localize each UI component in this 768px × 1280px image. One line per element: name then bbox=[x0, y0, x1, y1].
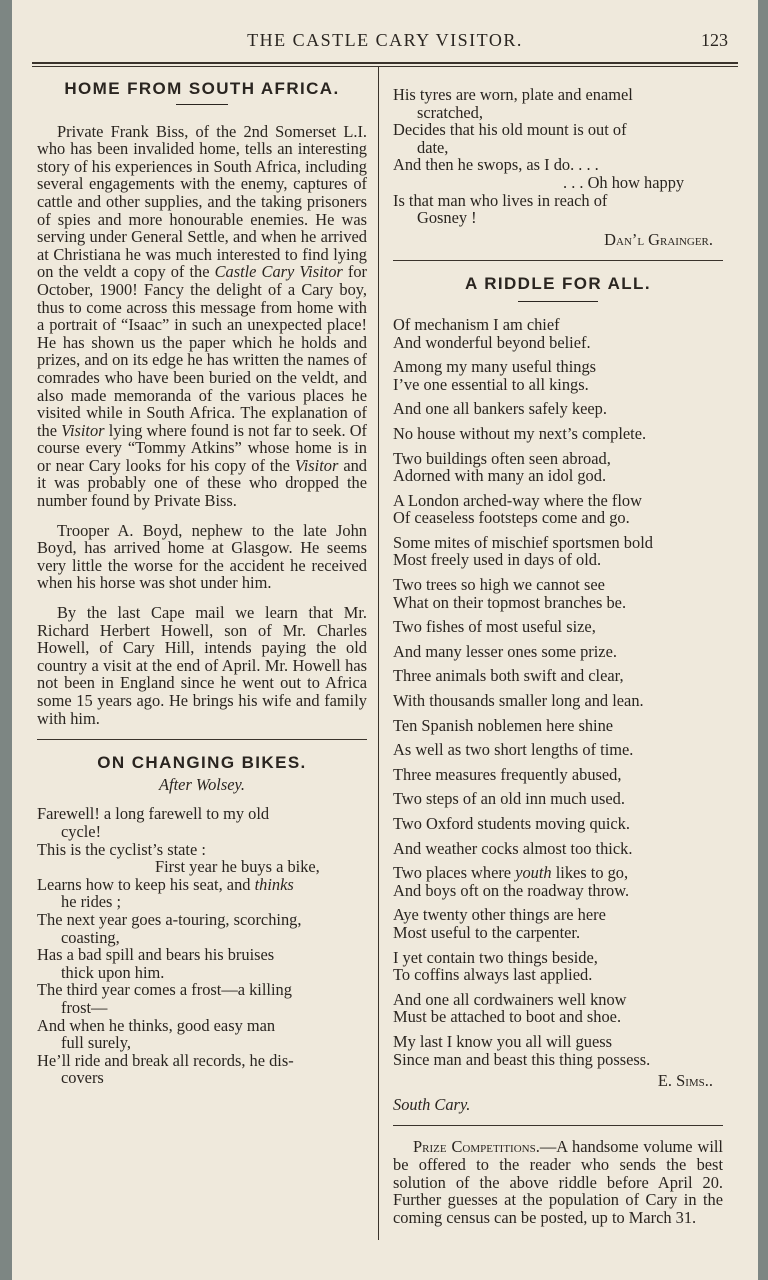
riddle-line: And one all cordwainers well know bbox=[393, 989, 627, 1009]
riddle-line: And wonderful beyond belief. bbox=[393, 332, 591, 352]
article-heading-bikes: ON CHANGING BIKES. bbox=[97, 753, 307, 773]
poem-line: His tyres are worn, plate and enamel bbox=[393, 85, 633, 104]
text-run-italic: youth bbox=[515, 863, 552, 883]
text-run-italic: Visitor bbox=[294, 455, 339, 475]
poem-signature: Dan’l Grainger. bbox=[604, 229, 713, 249]
riddle-line: To coffins always last applied. bbox=[393, 965, 593, 985]
riddle-line: I yet contain two things beside, bbox=[393, 947, 598, 967]
riddle-line: Of mechanism I am chief bbox=[393, 314, 560, 334]
riddle-line: Adorned with many an idol god. bbox=[393, 466, 607, 486]
poem-line: Has a bad spill and bears his bruises bbox=[37, 945, 275, 965]
poem-line: The third year comes a frost—a killing bbox=[37, 980, 292, 1000]
text-run: Private Frank Biss, of the 2nd Somerset L.I. who has been invalided home, tells an interesting story of his experiences in South Africa, including several engagements with the enemy, captures of cattle and other supplies, and the taking prisoners of spies and more honourable enemies. He was serving under General Settle, and when he arrived at Christiana he was much interested to find lying on the veldt a copy of the bbox=[37, 121, 367, 282]
article-paragraph: By the last Cape mail we learn that Mr. Richard Herbert Howell, son of Mr. Charles Howell, of Cary Hill, intends paying the old country a visit at the end of April. Mr. Howell has not been in England since he went out to Africa some 15 years ago. He brings his wife and family with him. bbox=[37, 603, 367, 728]
poem-line bbox=[37, 876, 367, 894]
text-run: Learns how to keep his seat, and bbox=[37, 874, 255, 894]
text-run-italic: Visitor bbox=[61, 420, 105, 440]
poem-line: covers bbox=[61, 1068, 104, 1088]
riddle-line: Two trees so high we cannot see bbox=[393, 575, 605, 595]
riddle-line: Two Oxford students moving quick. bbox=[393, 814, 630, 833]
poem-subtitle: After Wolsey. bbox=[159, 774, 245, 794]
prize-text: —A handsome volume will be offered to the reader who sends the best solution of the above riddle before April 20. Further guesses at the population of Cary in the coming census can be posted, up to March 31. bbox=[393, 1137, 723, 1227]
riddle-line: A London arched-way where the flow bbox=[393, 490, 642, 510]
riddle-line: Aye twenty other things are here bbox=[393, 905, 606, 925]
poem-line: The next year goes a-touring, scorching, bbox=[37, 909, 302, 929]
riddle-line: My last I know you all will guess bbox=[393, 1031, 612, 1051]
riddle-line: With thousands smaller long and lean. bbox=[393, 691, 644, 711]
left-column bbox=[37, 72, 367, 1087]
riddle-line: And boys oft on the roadway throw. bbox=[393, 880, 630, 900]
poem-line: scratched, bbox=[417, 102, 483, 122]
article-paragraph: Trooper A. Boyd, nephew to the late John Boyd, has arrived home at Glasgow. He seems very little the worse for the accident he received when his horse was shot under him. bbox=[37, 520, 367, 593]
riddle-line: Ten Spanish noblemen here shine bbox=[393, 715, 614, 735]
poem-line: This is the cyclist’s state : bbox=[37, 839, 206, 859]
riddle-line: Three measures frequently abused, bbox=[393, 764, 622, 784]
text-run: lying where found is not far to seek. Of course every “Tommy Atkins” whose home is in or near Cary looks for his copy of the bbox=[37, 420, 368, 475]
poem-line: frost— bbox=[61, 997, 108, 1017]
riddle-line: Two steps of an old inn much used. bbox=[393, 789, 625, 809]
poem-line: Gosney ! bbox=[417, 208, 477, 228]
riddle-line: What on their topmost branches be. bbox=[393, 592, 627, 612]
text-run: and it was probably one of these who dropped the number found by Private Biss. bbox=[37, 455, 367, 511]
text-run: likes to go, bbox=[551, 863, 629, 883]
poem-line: thick upon him. bbox=[61, 962, 165, 982]
prize-label: Prize Competitions. bbox=[413, 1137, 540, 1157]
riddle-line: And one all bankers safely keep. bbox=[393, 399, 607, 419]
riddle-line: Some mites of mischief sportsmen bold bbox=[393, 532, 653, 552]
riddle-line: And weather cocks almost too thick. bbox=[393, 838, 633, 858]
poem-line: And then he swops, as I do. . . . bbox=[393, 155, 599, 175]
poem-line: date, bbox=[417, 137, 449, 157]
poem-line: he rides ; bbox=[61, 892, 122, 912]
riddle-line: Most useful to the carpenter. bbox=[393, 922, 581, 942]
prize-notice bbox=[393, 1138, 723, 1226]
riddle-line bbox=[393, 864, 723, 882]
text-run: Two places where bbox=[393, 863, 516, 883]
column-divider bbox=[378, 66, 379, 1240]
text-run: for October, 1900! Fancy the delight of a Cary boy, thus to come across this message from home with a portrait of “Isaac” in such an unexpected place! He has shown us the paper which he holds and prizes, and on its edge he has written the names of comrades who have been buried on the veldt, and also made memoranda of the various places he visited while in South Africa. The explanation of the bbox=[37, 262, 368, 440]
riddle-signature: E. Sims.. bbox=[657, 1071, 713, 1091]
right-column bbox=[393, 72, 723, 1226]
poem-line: Farewell! a long farewell to my old bbox=[37, 804, 270, 824]
article-paragraph bbox=[37, 123, 367, 510]
poem-line: First year he buys a bike, bbox=[155, 857, 320, 877]
poem-line: He’ll ride and break all records, he dis- bbox=[37, 1050, 294, 1070]
page-header bbox=[12, 30, 758, 56]
article-heading-riddle: A RIDDLE FOR ALL. bbox=[465, 274, 651, 294]
poem-line: cycle! bbox=[61, 821, 102, 841]
riddle-line: Since man and beast this thing possess. bbox=[393, 1049, 651, 1069]
text-run-italic: thinks bbox=[254, 874, 294, 894]
riddle-line: And many lesser ones some prize. bbox=[393, 641, 617, 661]
poem-line: . . . Oh how happy bbox=[563, 172, 685, 192]
riddle-line: Two buildings often seen abroad, bbox=[393, 448, 611, 468]
publication-title: THE CASTLE CARY VISITOR. bbox=[247, 30, 523, 50]
riddle-line: No house without my next’s complete. bbox=[393, 423, 647, 443]
poem-line: Decides that his old mount is out of bbox=[393, 120, 627, 140]
riddle-line: Most freely used in days of old. bbox=[393, 550, 602, 570]
riddle-line: Among my many useful things bbox=[393, 357, 597, 377]
riddle-line: I’ve one essential to all kings. bbox=[393, 374, 589, 394]
article-heading-home: HOME FROM SOUTH AFRICA. bbox=[64, 79, 340, 98]
header-rule bbox=[32, 62, 738, 64]
poem-line: full surely, bbox=[61, 1033, 131, 1053]
header-rule-thin bbox=[32, 66, 738, 67]
riddle-line: Must be attached to boot and shoe. bbox=[393, 1007, 622, 1027]
page-number: 123 bbox=[701, 30, 728, 50]
poem-line: And when he thinks, good easy man bbox=[37, 1015, 276, 1035]
riddle-place: South Cary. bbox=[393, 1094, 471, 1114]
page bbox=[12, 0, 758, 1280]
riddle-line: Three animals both swift and clear, bbox=[393, 666, 624, 686]
riddle-line: Of ceaseless footsteps come and go. bbox=[393, 508, 630, 528]
text-run-italic: Castle Cary Visitor bbox=[214, 262, 343, 282]
poem-line: Is that man who lives in reach of bbox=[393, 190, 608, 210]
poem-line: coasting, bbox=[61, 927, 120, 947]
riddle-line: Two fishes of most useful size, bbox=[393, 617, 596, 637]
riddle-line: As well as two short lengths of time. bbox=[393, 740, 634, 760]
